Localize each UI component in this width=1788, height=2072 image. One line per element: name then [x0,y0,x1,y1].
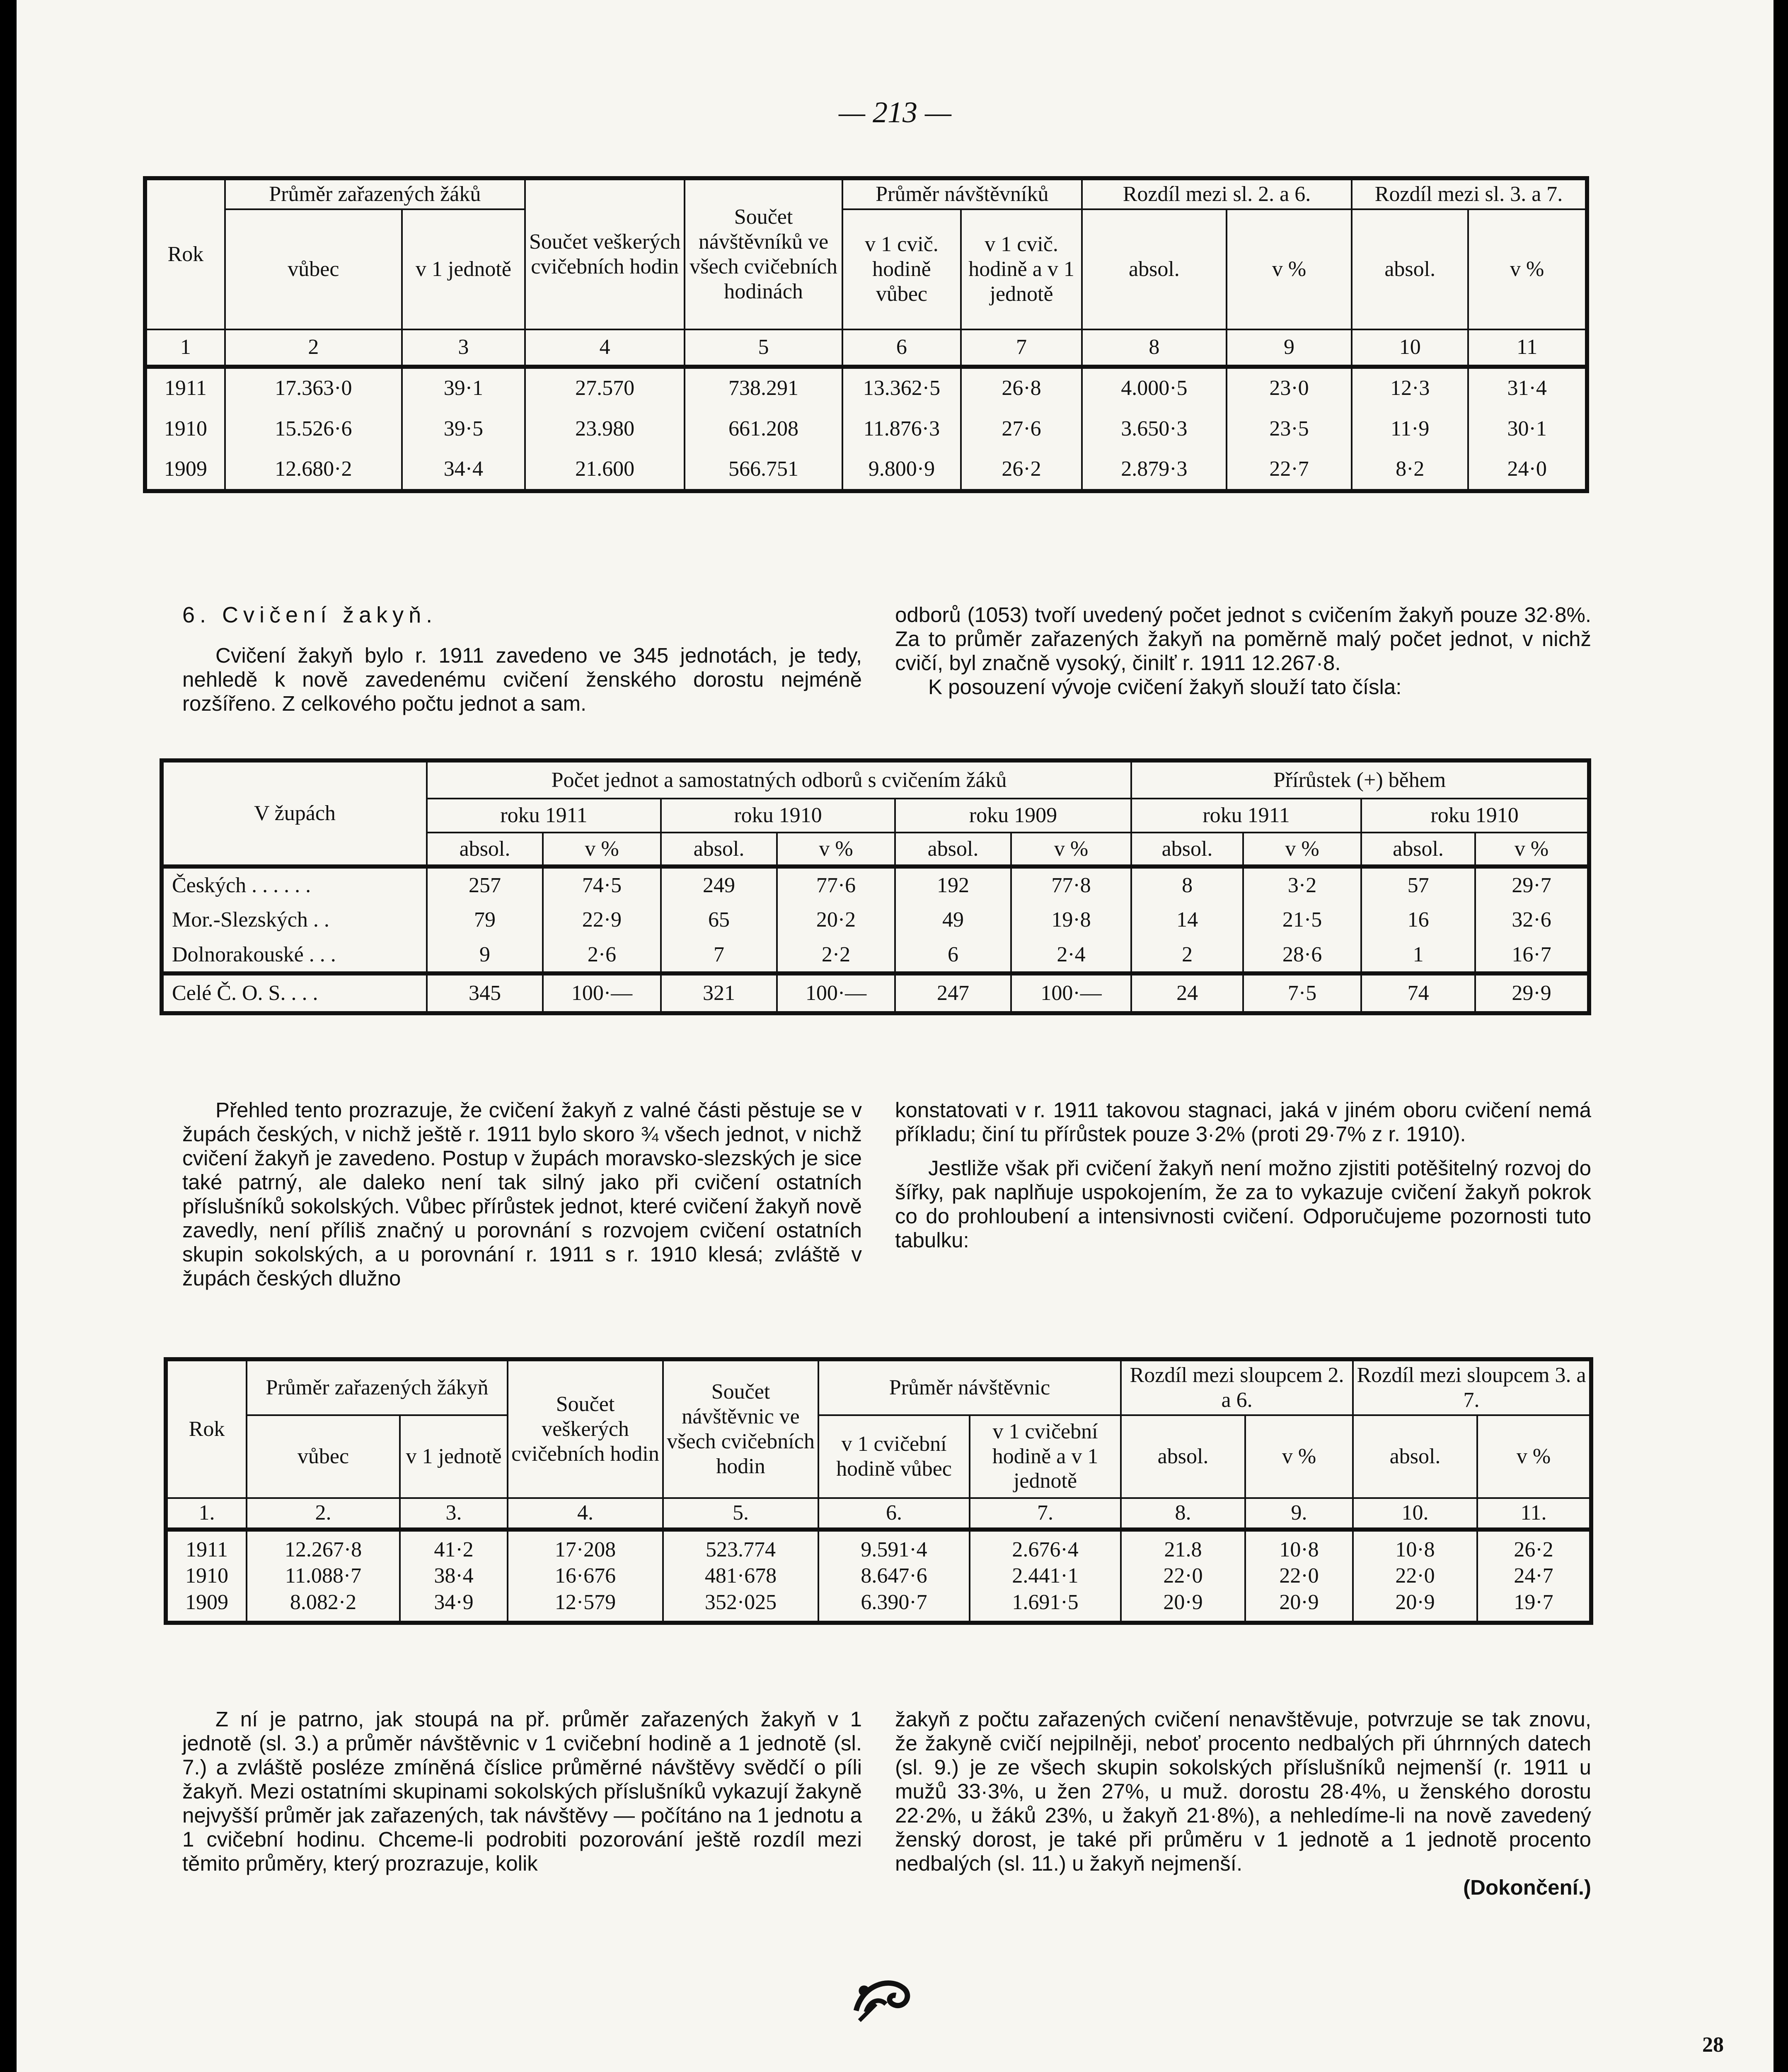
header-v-pct: v % [1011,833,1131,867]
table-cell: 11.876·3 [842,408,961,450]
header-prumer-zarazenych: Průměr zařazených žákyň [247,1359,508,1415]
header-v-pct: v % [543,833,661,867]
table-cell: 22·9 [543,902,661,938]
table-cell: 57 [1361,867,1475,902]
district-name: Celé Č. O. S. . . . [162,973,427,1013]
column-number: 6 [842,329,961,367]
column-number: 8 [1082,329,1227,367]
table-cell: 23.980 [525,408,685,450]
table-row [166,1530,1591,1563]
table-cell: 41·2 [400,1530,508,1563]
table-cell: 4.000·5 [1082,367,1227,408]
table-cell: 21·5 [1243,902,1361,938]
header-absol: absol. [895,833,1011,867]
table-cell: 481·678 [663,1563,818,1589]
table-row [162,938,1589,973]
table-cell: 26·8 [961,367,1082,408]
table-cell: 22·0 [1121,1563,1245,1589]
table-cell: 15.526·6 [225,408,402,450]
header-absol: absol. [1361,833,1475,867]
header-rok: Rok [166,1359,247,1498]
header-rok: Rok [145,178,225,329]
header-v1-cvicebni-a-v1: v 1 cvičební hodině a v 1 jednotě [970,1415,1121,1498]
column-number: 7. [970,1498,1121,1530]
district-name: Mor.-Slezských . . [162,902,427,938]
section6-right-text: odborů (1053) tvoří uvedený počet jednot s cvičením žakyň pouze 32·8%. Za to průměr zařazených žakyň na poměrně malý počet jednot, v nichž cvičí, byl značně vysoký, činilť r. 1911 12.267·8. [895,603,1591,675]
header-absol: absol. [1121,1415,1245,1498]
column-number: 5 [685,329,842,367]
table-cell: 523.774 [663,1530,818,1563]
header-rozdil-2-6: Rozdíl mezi sloupcem 2. a 6. [1121,1359,1353,1415]
table-cell: 12.680·2 [225,450,402,491]
row-year: 1911 [145,367,225,408]
table-units-by-district [160,758,1591,1015]
table-cell: 22·7 [1227,450,1352,491]
table-row [145,450,1587,491]
table-cell: 100·— [543,973,661,1013]
table-cell: 24·7 [1477,1563,1591,1589]
header-soucet-navstevnic: Součet návštěvnic ve všech cvičebních hodin [663,1359,818,1498]
header-v-zupach: V župách [162,760,427,867]
header-absol: absol. [1353,1415,1477,1498]
header-roku-1910: roku 1910 [1361,799,1589,833]
para3-left-text: Z ní je patrno, jak stoupá na př. průměr zařazených žakyň v 1 jednotě (sl. 3.) a průměr návštěvnic v 1 cvičební hodině a 1 jednotě (sl. 7.) a zvláště posléze zmíněná číslice průměrné návštěvy svědčí o píli žakyň. Mezi ostatními skupinami sokolských příslušníků vykazují žakyně nejvyšší průměr jak zařazených, tak návštěvy — počítáno na 1 jednotu a 1 cvičební hodinu. Chceme-li podrobiti pozorování ještě rozdíl mezi těmito průměry, který prozrazuje, kolik [182,1707,862,1875]
table-cell: 352·025 [663,1589,818,1623]
table-cell: 26·2 [1477,1530,1591,1563]
header-v-pct: v % [1243,833,1361,867]
header-v-pct: v % [1468,209,1587,329]
header-roku-1911: roku 1911 [427,799,661,833]
table-cell: 192 [895,867,1011,902]
table-cell: 22·0 [1245,1563,1353,1589]
header-rozdil-3-7: Rozdíl mezi sl. 3. a 7. [1352,178,1587,209]
header-soucet-navstevniku: Součet návštěvníků ve všech cvičebních hodinách [685,178,842,329]
table-cell: 28·6 [1243,938,1361,973]
table-row [166,1563,1591,1589]
table-cell: 2·4 [1011,938,1131,973]
table-cell: 257 [427,867,543,902]
section6-right-column [895,603,1591,699]
section6-heading: 6. Cvičení žakyň. [182,603,438,627]
column-number: 10 [1352,329,1468,367]
table-cell: 77·6 [777,867,895,902]
header-prumer-navstevnic: Průměr návštěvnic [818,1359,1121,1415]
table-cell: 12·3 [1352,367,1468,408]
row-year: 1911 [166,1530,247,1563]
column-number: 1 [145,329,225,367]
table-cell: 23·0 [1227,367,1352,408]
column-number: 2 [225,329,402,367]
header-v-pct: v % [1227,209,1352,329]
header-roku-1910: roku 1910 [661,799,895,833]
table-cell: 8 [1131,867,1243,902]
table-cell: 20·2 [777,902,895,938]
table-cell: 2.441·1 [970,1563,1121,1589]
header-roku-1911: roku 1911 [1131,799,1361,833]
table-cell: 247 [895,973,1011,1013]
table-cell: 38·4 [400,1563,508,1589]
column-number: 8. [1121,1498,1245,1530]
header-v1-cvicebni-vubec: v 1 cvičební hodině vůbec [818,1415,970,1498]
row-year: 1910 [145,408,225,450]
table-cell: 2 [1131,938,1243,973]
header-v1-cvic-a-v1: v 1 cvič. hodině a v 1 jednotě [961,209,1082,329]
table-cell: 34·9 [400,1589,508,1623]
table-cell: 14 [1131,902,1243,938]
table-row [162,867,1589,902]
table-cell: 2.676·4 [970,1530,1121,1563]
table-cell: 39·1 [402,367,525,408]
table-cell: 26·2 [961,450,1082,491]
table-cell: 9.591·4 [818,1530,970,1563]
page-number: — 213 — [838,96,952,129]
header-absol: absol. [1352,209,1468,329]
column-number: 10. [1353,1498,1477,1530]
header-roku-1909: roku 1909 [895,799,1131,833]
table-cell: 12.267·8 [247,1530,400,1563]
end-note: (Dokončení.) [1463,1876,1591,1899]
column-number: 3. [400,1498,508,1530]
header-absol: absol. [1082,209,1227,329]
table-cell: 13.362·5 [842,367,961,408]
table-row [145,367,1587,408]
header-rozdil-3-7: Rozdíl mezi sloupcem 3. a 7. [1353,1359,1591,1415]
decorative-ornament-icon [849,1964,916,2031]
section6-left-column [182,603,862,716]
district-name: Českých . . . . . . [162,867,427,902]
table-cell: 345 [427,973,543,1013]
table-cell: 65 [661,902,777,938]
header-absol: absol. [427,833,543,867]
header-v-pct: v % [1245,1415,1353,1498]
table-cell: 20·9 [1245,1589,1353,1623]
table-cell: 7 [661,938,777,973]
column-number: 11 [1468,329,1587,367]
table-cell: 77·8 [1011,867,1131,902]
table-cell: 16 [1361,902,1475,938]
header-vubec: vůbec [225,209,402,329]
table-cell: 20·9 [1121,1589,1245,1623]
table-cell: 2·6 [543,938,661,973]
table-cell: 49 [895,902,1011,938]
table-cell: 2·2 [777,938,895,973]
table-cell: 30·1 [1468,408,1587,450]
header-absol: absol. [661,833,777,867]
district-name: Dolnorakouské . . . [162,938,427,973]
column-number: 11. [1477,1498,1591,1530]
header-vubec: vůbec [247,1415,400,1498]
header-prirustek: Přírůstek (+) během [1131,760,1589,799]
para2-right-text: konstatovati v r. 1911 takovou stagnaci, jaká v jiném oboru cvičení nemá příkladu; činí tu přírůstek pouze 3·2% (proti 29·7% z r. 1910). [895,1098,1591,1146]
column-number: 3 [402,329,525,367]
para3-right-text: žakyň z počtu zařazených cvičení nenavštěvuje, potvrzuje se tak znovu, že žakyně cvičí nejpilněji, neboť procento nedbalých při úhrnných datech (sl. 9.) je ze všech skupin sokolských příslušníků nejmenší (r. 1911 u mužů 33·3%, u žen 27%, u muž. dorostu 28·4%, u ženského dorostu 22·2%, u žáků 23%, u žakyň 21·8%), a nehledíme-li na nově zavedený ženský dorost, je také při průměru v 1 jednotě a 1 jednotě procento nedbalých (sl. 11.) u žakyň nejmenší. [895,1707,1591,1875]
header-prumer-zarazenych: Průměr zařazených žáků [225,178,525,209]
column-number: 4. [508,1498,663,1530]
table-cell: 3·2 [1243,867,1361,902]
table-cell: 12·579 [508,1589,663,1623]
header-rozdil-2-6: Rozdíl mezi sl. 2. a 6. [1082,178,1352,209]
header-soucet-hodin: Součet veškerých cvičebních hodin [525,178,685,329]
table-cell: 34·4 [402,450,525,491]
table-cell: 29·9 [1475,973,1589,1013]
table-cell: 9 [427,938,543,973]
table-cell: 24 [1131,973,1243,1013]
table-row [145,408,1587,450]
section6-right-text-2: K posouzení vývoje cvičení žakyň slouží tato čísla: [928,675,1402,699]
table-cell: 23·5 [1227,408,1352,450]
total-row [162,973,1589,1013]
table-cell: 17·208 [508,1530,663,1563]
column-number: 5. [663,1498,818,1530]
table-cell: 7·5 [1243,973,1361,1013]
table-cell: 3.650·3 [1082,408,1227,450]
header-v1-jednote: v 1 jednotě [400,1415,508,1498]
header-prumer-navstevniku: Průměr návštěvníků [842,178,1082,209]
table-cell: 21.8 [1121,1530,1245,1563]
table-cell: 24·0 [1468,450,1587,491]
column-number: 1. [166,1498,247,1530]
table-cell: 16·7 [1475,938,1589,973]
header-v-pct: v % [1475,833,1589,867]
header-pocet-jednot: Počet jednot a samostatných odborů s cvičením žáků [427,760,1131,799]
row-year: 1910 [166,1563,247,1589]
table-row [162,902,1589,938]
table-cell: 79 [427,902,543,938]
section6-left-text: Cvičení žakyň bylo r. 1911 zavedeno ve 345 jednotách, je tedy, nehledě k nově zavedenému cvičení ženského dorostu nejméně rozšířeno. Z celkového počtu jednot a sam. [182,644,862,715]
table-cell: 21.600 [525,450,685,491]
table-cell: 31·4 [1468,367,1587,408]
para3-left-column [182,1707,862,1876]
table-cell: 738.291 [685,367,842,408]
document-page [17,0,1773,2072]
table-cell: 74 [1361,973,1475,1013]
table-cell: 19·8 [1011,902,1131,938]
table-cell: 100·— [777,973,895,1013]
table-cell: 1.691·5 [970,1589,1121,1623]
header-v1-jednote: v 1 jednotě [402,209,525,329]
para3-right-column [895,1707,1591,1900]
table-cell: 11·9 [1352,408,1468,450]
table-cell: 2.879·3 [1082,450,1227,491]
table-row [166,1589,1591,1623]
sheet-number: 28 [1702,2033,1724,2057]
table-cell: 32·6 [1475,902,1589,938]
column-number: 2. [247,1498,400,1530]
column-number: 9 [1227,329,1352,367]
header-v1-cvic-vubec: v 1 cvič. hodině vůbec [842,209,961,329]
table-schoolboys-attendance [143,176,1589,493]
header-v-pct: v % [777,833,895,867]
row-year: 1909 [145,450,225,491]
header-absol: absol. [1131,833,1243,867]
table-cell: 10·8 [1353,1530,1477,1563]
column-number: 9. [1245,1498,1353,1530]
table-cell: 566.751 [685,450,842,491]
column-number: 7 [961,329,1082,367]
table-cell: 8.647·6 [818,1563,970,1589]
header-v-pct: v % [1477,1415,1591,1498]
table-cell: 8.082·2 [247,1589,400,1623]
para2-left-column [182,1098,862,1290]
table-cell: 39·5 [402,408,525,450]
table-cell: 16·676 [508,1563,663,1589]
para2-right-column [895,1098,1591,1252]
table-cell: 17.363·0 [225,367,402,408]
column-number: 6. [818,1498,970,1530]
table-cell: 1 [1361,938,1475,973]
table-cell: 27.570 [525,367,685,408]
table-cell: 249 [661,867,777,902]
table-cell: 29·7 [1475,867,1589,902]
table-cell: 10·8 [1245,1530,1353,1563]
table-cell: 27·6 [961,408,1082,450]
column-number: 4 [525,329,685,367]
header-soucet-hodin: Součet veškerých cvičebních hodin [508,1359,663,1498]
table-cell: 20·9 [1353,1589,1477,1623]
table-cell: 321 [661,973,777,1013]
table-cell: 19·7 [1477,1589,1591,1623]
table-cell: 6.390·7 [818,1589,970,1623]
table-cell: 8·2 [1352,450,1468,491]
para2-right-text-2: Jestliže však při cvičení žakyň není možno zjistiti potěšitelný rozvoj do šířky, pak naplňuje uspokojením, že za to vykazuje cvičení žakyň pokrok co do prohloubení a intensivnosti cvičení. Odporučujeme pozornosti tuto tabulku: [895,1156,1591,1252]
table-cell: 9.800·9 [842,450,961,491]
table-cell: 100·— [1011,973,1131,1013]
table-cell: 661.208 [685,408,842,450]
table-schoolgirls-attendance [164,1357,1593,1625]
table-cell: 22·0 [1353,1563,1477,1589]
row-year: 1909 [166,1589,247,1623]
table-cell: 11.088·7 [247,1563,400,1589]
para2-left-text: Přehled tento prozrazuje, že cvičení žakyň z valné části pěstuje se v župách českých, v nichž ještě r. 1911 bylo skoro ¾ všech jednot, v nichž cvičení žakyň je zavedeno. Postup v župách moravsko-slezských je sice také patrný, ale daleko není tak silný jako při cvičení ostatních příslušníků sokolských. Vůbec přírůstek jednot, které cvičení žakyň nově zavedly, není příliš značný u porovnání s rozvojem cvičení ostatních skupin sokolských, a u porovnání r. 1911 s r. 1910 klesá; zvláště v župách českých dlužno [182,1098,862,1290]
table-cell: 6 [895,938,1011,973]
table-cell: 74·5 [543,867,661,902]
